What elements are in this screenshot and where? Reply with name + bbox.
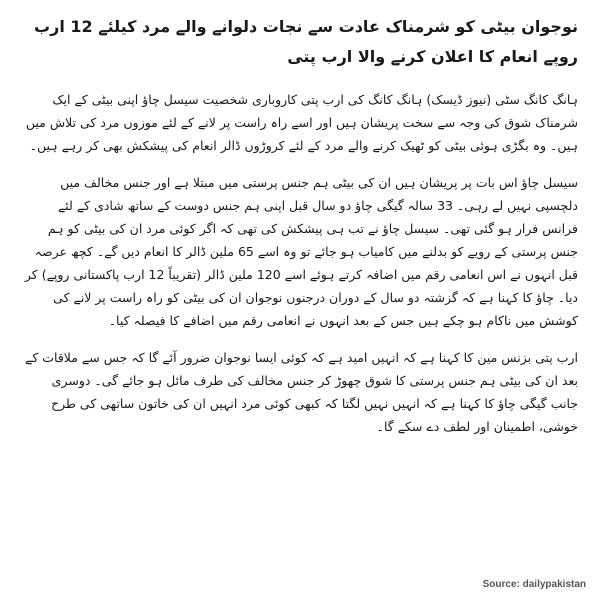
article-headline: نوجوان بیٹی کو شرمناک عادت سے نجات دلوانے والے مرد کیلئے 12 ارب روپے انعام کا اعلان کرنے والا ارب پتی	[34, 17, 578, 66]
article-paragraph-1: ہانگ کانگ سٹی (نیوز ڈیسک) ہانگ کانگ کی ارب پتی کاروباری شخصیت سیسل چاؤ اپنی بیٹی کے ایک شرمناک شوق کی وجہ سے سخت پریشان ہیں اور اسے راہ راست پر لانے کے لئے موزوں مرد کی تلاش میں ہیں۔ وہ بگڑی ہوئی بیٹی کو ٹھیک کرنے والے مرد کے لئے کروڑوں ڈالر انعام کی پیشکش بھی کر رہے ہیں۔	[25, 92, 578, 153]
article-paragraph-3: ارب پتی بزنس مین کا کہنا ہے کہ انہیں امید ہے کہ کوئی ایسا نوجوان ضرور آئے گا کہ جس سے ملاقات کے بعد ان کی بیٹی ہم جنس پرستی کا شوق چھوڑ کر جنس مخالف کی طرف مائل ہو جائے گی۔ دوسری جانب گیگی چاؤ کا کہنا ہے کہ انہیں نہیں لگتا کہ کبھی کوئی مرد انہیں ان کی خاتون ساتھی کی طرح خوشی، اطمینان اور لطف دے سکے گا۔	[25, 350, 578, 434]
source-label: Source:	[482, 579, 520, 590]
article-paragraph-2: سیسل چاؤ اس بات پر پریشان ہیں ان کی بیٹی ہم جنس پرستی میں مبتلا ہے اور جنس مخالف میں دلچسپی نہیں لے رہی۔ 33 سالہ گیگی چاؤ دو سال قبل اپنی ہم جنس دوست کے ساتھ شادی کے لئے فرانس فرار ہو گئی تھی۔ سیسل چاؤ نے تب ہی پیشکش کی تھی کہ اگر کوئی مرد ان کی بیٹی کو ہم جنس پرستی کے رویے کو بدلنے میں کامیاب ہو جائے تو وہ اسے 65 ملین ڈالر کا انعام دیں گے۔ کچھ عرصہ قبل انہوں نے اس انعامی رقم میں اضافہ کرتے ہوئے اسے 120 ملین ڈالر (تقریباً 12 ارب پاکستانی روپے) کر دیا۔ چاؤ کا کہنا ہے کہ گزشتہ دو سال کے دوران درجنوں نوجوان ان کی بیٹی کو راہ راست پر لانے کی کوشش میں ناکام ہو چکے ہیں جس کے بعد انہوں نے انعامی رقم میں اضافے کا فیصلہ کیا۔	[24, 175, 578, 328]
source-credit	[483, 579, 586, 590]
source-name: dailypakistan	[522, 579, 586, 590]
